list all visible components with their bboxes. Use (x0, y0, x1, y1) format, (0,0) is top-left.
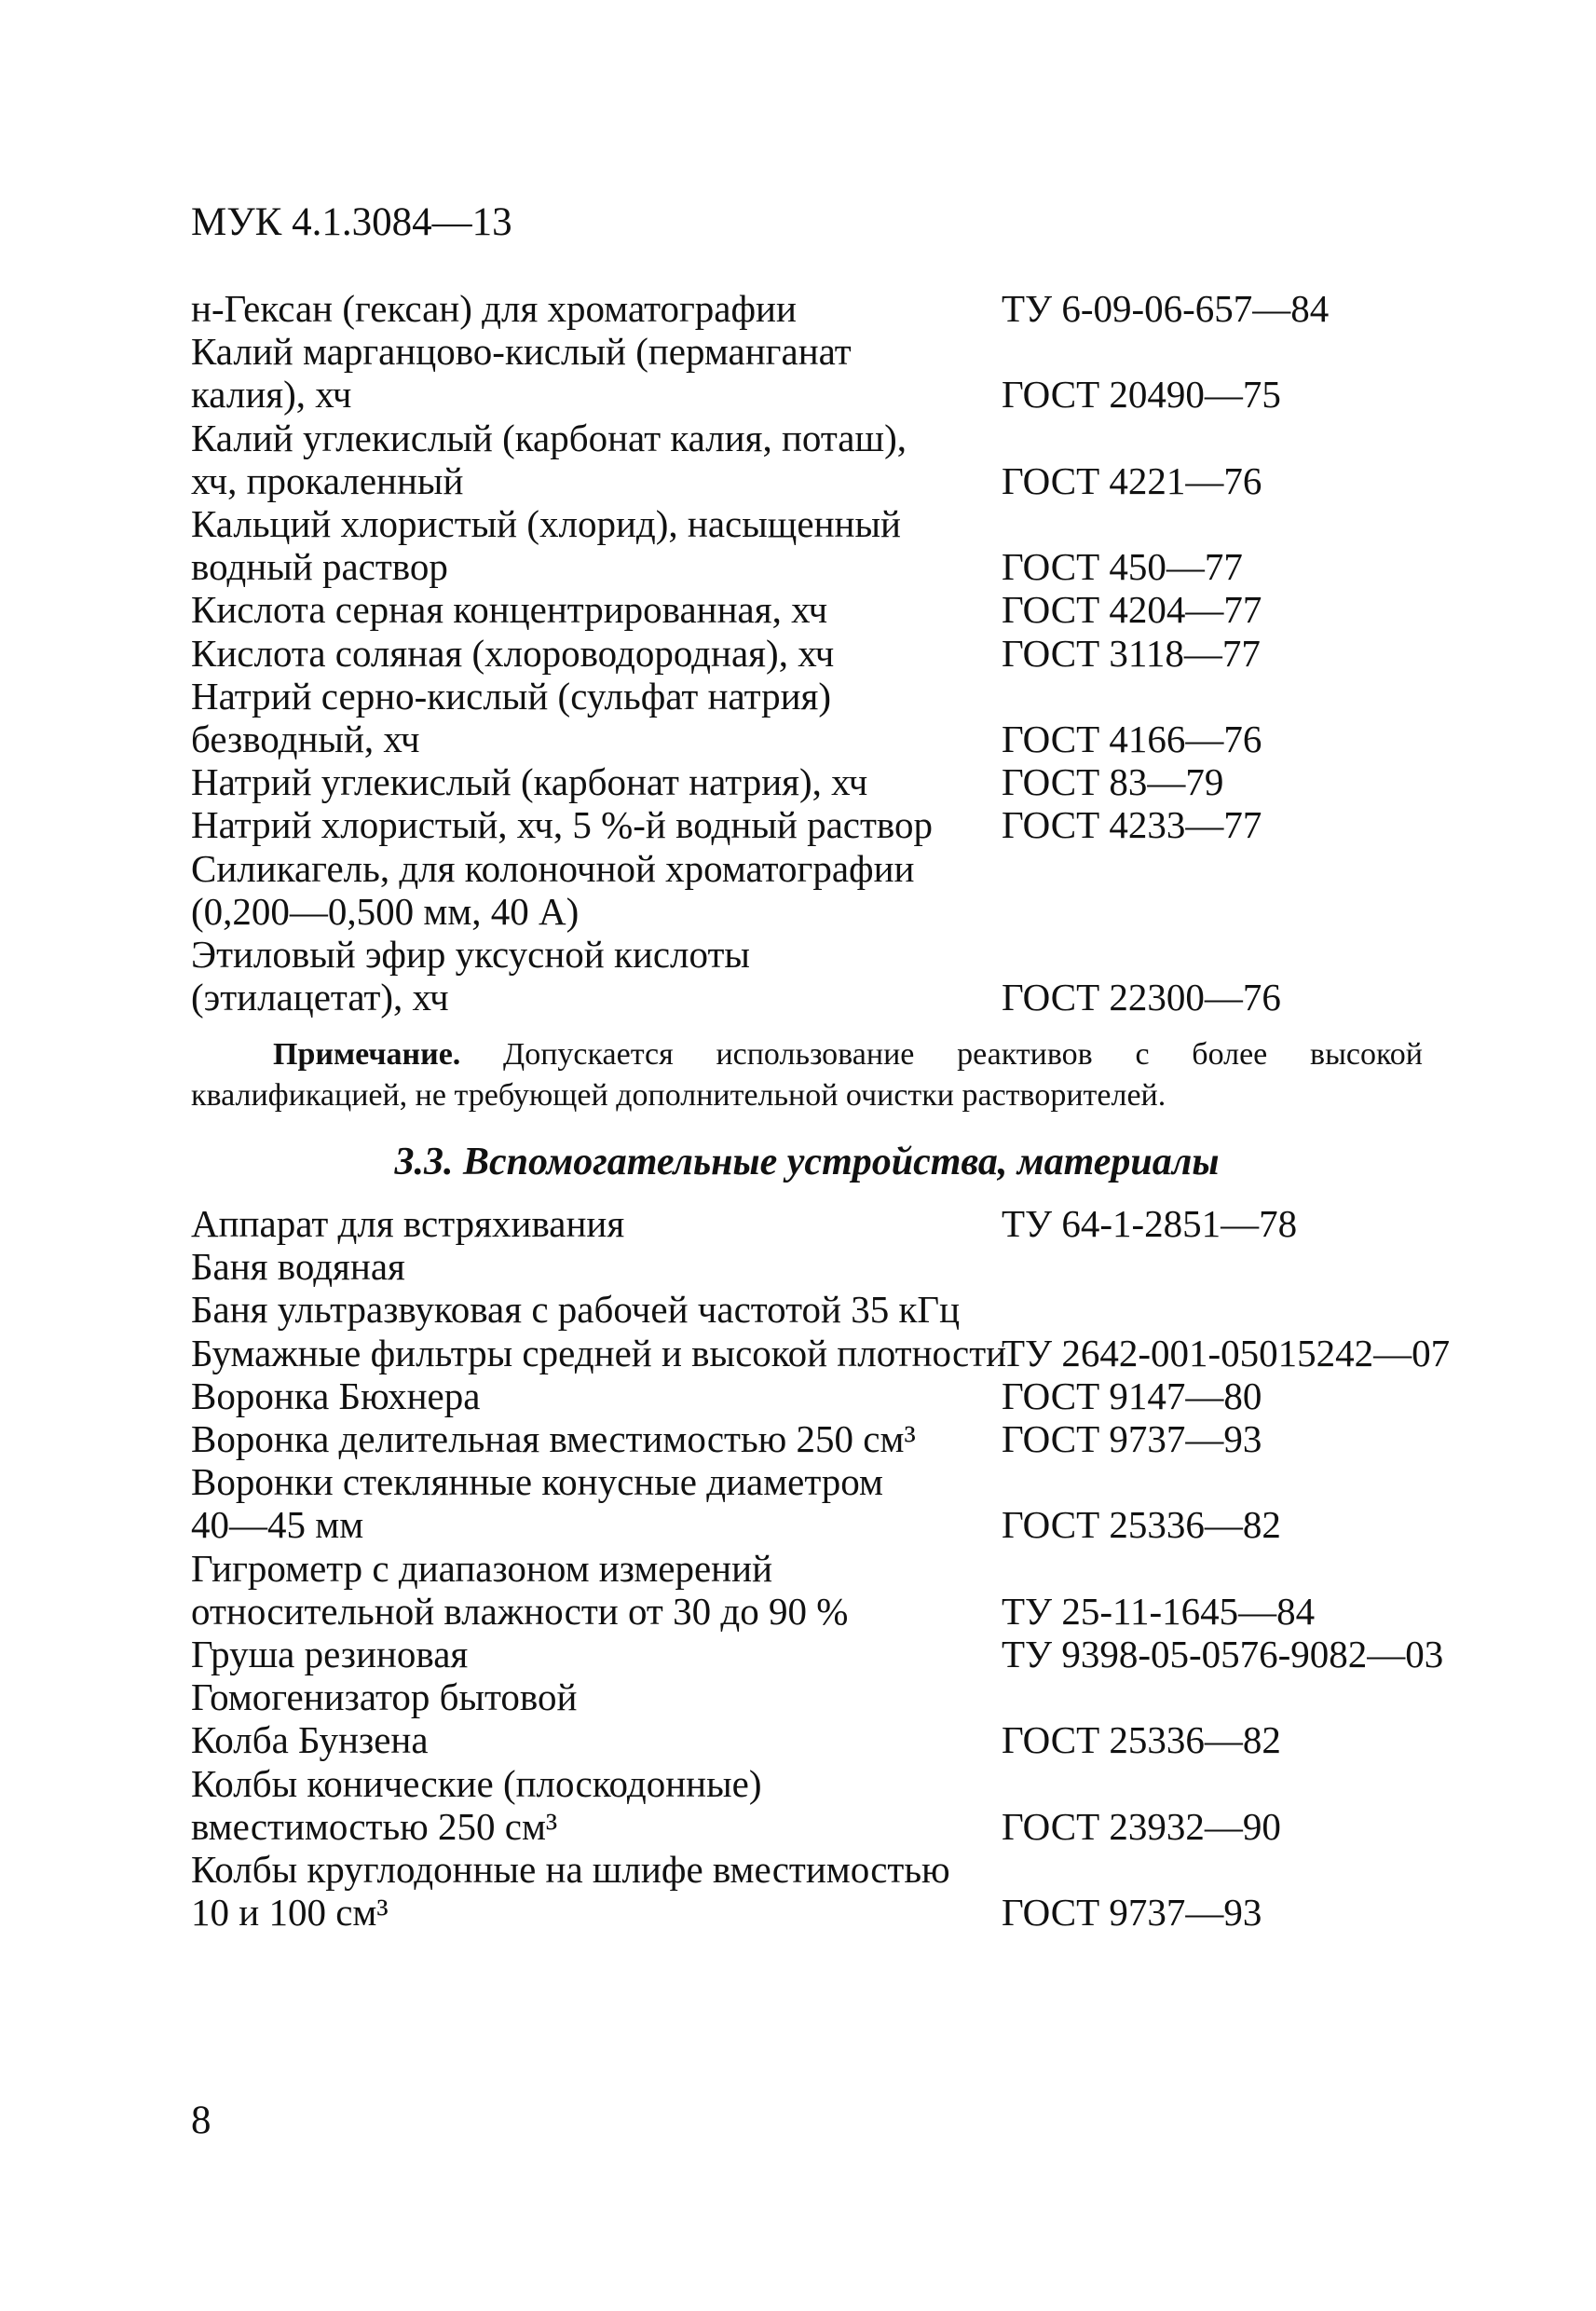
reagent-row-name-line: Калий углекислый (карбонат калия, поташ), (191, 416, 907, 459)
equipment-row-name-line: вместимостью 250 см³ (191, 1804, 558, 1848)
equipment-row-standard: ТУ 64-1-2851—78 (1002, 1202, 1298, 1245)
equipment-row-name (191, 1202, 1002, 1245)
reagent-row-name-line: Натрий углекислый (карбонат натрия), хч (191, 760, 868, 804)
equipment-row-name (191, 1460, 1002, 1546)
reagent-row-standard: ГОСТ 4204—77 (1002, 588, 1262, 632)
equipment-row-name (191, 1762, 1002, 1848)
equipment-row-standard: ГОСТ 9737—93 (1002, 1417, 1262, 1461)
equipment-row (191, 1417, 1450, 1460)
equipment-row-name (191, 1633, 1002, 1675)
reagent-row-name (191, 632, 1002, 675)
equipment-row (191, 1288, 1450, 1331)
reagent-row (191, 632, 1329, 675)
equipment-row-name-line: относительной влажности от 30 до 90 % (191, 1589, 849, 1633)
reagent-row (191, 502, 1329, 588)
reagent-row-name-line: Кислота соляная (хлороводородная), хч (191, 631, 835, 675)
equipment-row-name-line: Баня ультразвуковая с рабочей частотой 35 кГц (191, 1288, 961, 1332)
equipment-row-name-line: Колбы круглодонные на шлифе вместимостью (191, 1848, 950, 1892)
reagent-row-name-line: н-Гексан (гексан) для хроматографии (191, 287, 797, 330)
equipment-row-name-line: Воронка Бюхнера (191, 1374, 481, 1417)
equipment-row-name-line: Воронка делительная вместимостью 250 см³ (191, 1417, 916, 1461)
reagent-row (191, 417, 1329, 502)
equipment-row-standard: ГОСТ 25336—82 (1002, 1718, 1281, 1762)
equipment-row-standard: ТУ 2642-001-05015242—07 (1002, 1331, 1451, 1374)
reagent-row-standard: ГОСТ 83—79 (1002, 760, 1224, 804)
equipment-row (191, 1547, 1450, 1633)
note-label: Примечание. (273, 1037, 461, 1072)
equipment-row (191, 1460, 1450, 1546)
equipment-row-name (191, 1675, 1002, 1718)
equipment-row-name (191, 1547, 1002, 1633)
reagent-row-name (191, 588, 1002, 631)
reagent-row-name (191, 847, 1002, 933)
reagent-row-name-line: Калий марганцово-кислый (перманганат (191, 330, 852, 374)
equipment-row (191, 1762, 1450, 1848)
reagent-row-name-line: Натрий хлористый, хч, 5 %-й водный раствор (191, 803, 933, 847)
equipment-row-name (191, 1417, 1002, 1460)
reagent-row-name-line: Этиловый эфир уксусной кислоты (191, 933, 750, 977)
reagent-row-name-line: хч, прокаленный (191, 458, 464, 502)
reagents-table (191, 287, 1329, 1019)
reagent-row (191, 675, 1329, 760)
equipment-row-name-line: 40—45 мм (191, 1503, 364, 1547)
equipment-row (191, 1675, 1450, 1718)
reagent-row-name-line: безводный, хч (191, 718, 420, 761)
equipment-row (191, 1202, 1450, 1245)
equipment-row-name (191, 1374, 1002, 1417)
equipment-row-name-line: Бумажные фильтры средней и высокой плотности (191, 1331, 1007, 1374)
reagent-row-name (191, 675, 1002, 760)
equipment-row-standard: ГОСТ 9147—80 (1002, 1374, 1262, 1417)
reagent-row (191, 760, 1329, 803)
note-text: Допускается использование реактивов с более высокой квалификацией, не требующей дополнительной очистки растворителей. (191, 1037, 1423, 1113)
note (191, 1034, 1423, 1116)
reagent-row (191, 588, 1329, 631)
reagent-row-standard: ГОСТ 450—77 (1002, 545, 1243, 589)
reagent-row-standard: ГОСТ 4221—76 (1002, 458, 1262, 502)
reagent-row (191, 847, 1329, 933)
reagent-row-name-line: Силикагель, для колоночной хроматографии (191, 846, 915, 890)
reagent-row-name (191, 933, 1002, 1019)
reagent-row-standard: ТУ 6-09-06-657—84 (1002, 287, 1330, 330)
reagent-row (191, 330, 1329, 416)
reagent-row-name-line: Кальций хлористый (хлорид), насыщенный (191, 502, 901, 546)
equipment-row-name-line: Баня водяная (191, 1245, 405, 1289)
equipment-row-name (191, 1245, 1002, 1288)
equipment-row (191, 1633, 1450, 1675)
equipment-row-name (191, 1848, 1002, 1934)
equipment-row-name-line: Гигрометр с диапазоном измерений (191, 1546, 773, 1590)
reagent-row-standard: ГОСТ 22300—76 (1002, 976, 1281, 1019)
reagent-row-name-line: Кислота серная концентрированная, хч (191, 588, 828, 632)
reagent-row-standard: ГОСТ 4166—76 (1002, 718, 1262, 761)
reagent-row-name-line: Натрий серно-кислый (сульфат натрия) (191, 674, 832, 718)
reagent-row (191, 287, 1329, 330)
section-heading: 3.3. Вспомогательные устройства, материалы (394, 1141, 1220, 1183)
equipment-row-name-line: 10 и 100 см³ (191, 1891, 389, 1935)
reagent-row-name-line: (этилацетат), хч (191, 976, 449, 1019)
equipment-row-standard: ГОСТ 23932—90 (1002, 1804, 1281, 1848)
equipment-row (191, 1718, 1450, 1761)
equipment-row-name-line: Воронки стеклянные конусные диаметром (191, 1460, 883, 1504)
equipment-row-standard: ТУ 25-11-1645—84 (1002, 1589, 1316, 1633)
reagent-row-name (191, 287, 1002, 330)
equipment-row-standard: ГОСТ 9737—93 (1002, 1891, 1262, 1935)
equipment-row-name-line: Груша резиновая (191, 1633, 469, 1676)
reagent-row-standard: ГОСТ 3118—77 (1002, 631, 1261, 675)
reagent-row-name (191, 502, 1002, 588)
reagent-row-name (191, 417, 1002, 502)
equipment-row-name-line: Гомогенизатор бытовой (191, 1675, 578, 1719)
equipment-row-name-line: Колбы конические (плоскодонные) (191, 1761, 762, 1805)
page-header: МУК 4.1.3084—13 (191, 200, 512, 244)
reagent-row-standard: ГОСТ 4233—77 (1002, 803, 1262, 847)
reagent-row (191, 803, 1329, 846)
equipment-row-name (191, 1718, 1002, 1761)
equipment-row-standard: ТУ 9398-05-0576-9082—03 (1002, 1633, 1444, 1676)
equipment-row (191, 1374, 1450, 1417)
equipment-row-name (191, 1288, 1002, 1331)
reagent-row (191, 933, 1329, 1019)
reagent-row-name-line: калия), хч (191, 373, 352, 417)
reagent-row-name (191, 760, 1002, 803)
reagent-row-name (191, 330, 1002, 416)
page-number: 8 (191, 2099, 211, 2142)
reagent-row-name-line: водный раствор (191, 545, 448, 589)
equipment-row-name-line: Колба Бунзена (191, 1718, 429, 1762)
equipment-row-name (191, 1331, 1007, 1374)
equipment-row (191, 1332, 1450, 1374)
equipment-row-name-line: Аппарат для встряхивания (191, 1202, 625, 1245)
equipment-row (191, 1245, 1450, 1288)
reagent-row-standard: ГОСТ 20490—75 (1002, 373, 1281, 417)
equipment-row-standard: ГОСТ 25336—82 (1002, 1503, 1281, 1547)
reagent-row-name-line: (0,200—0,500 мм, 40 А) (191, 889, 580, 933)
reagent-row-name (191, 803, 1002, 846)
equipment-row (191, 1848, 1450, 1934)
equipment-table (191, 1202, 1450, 1934)
